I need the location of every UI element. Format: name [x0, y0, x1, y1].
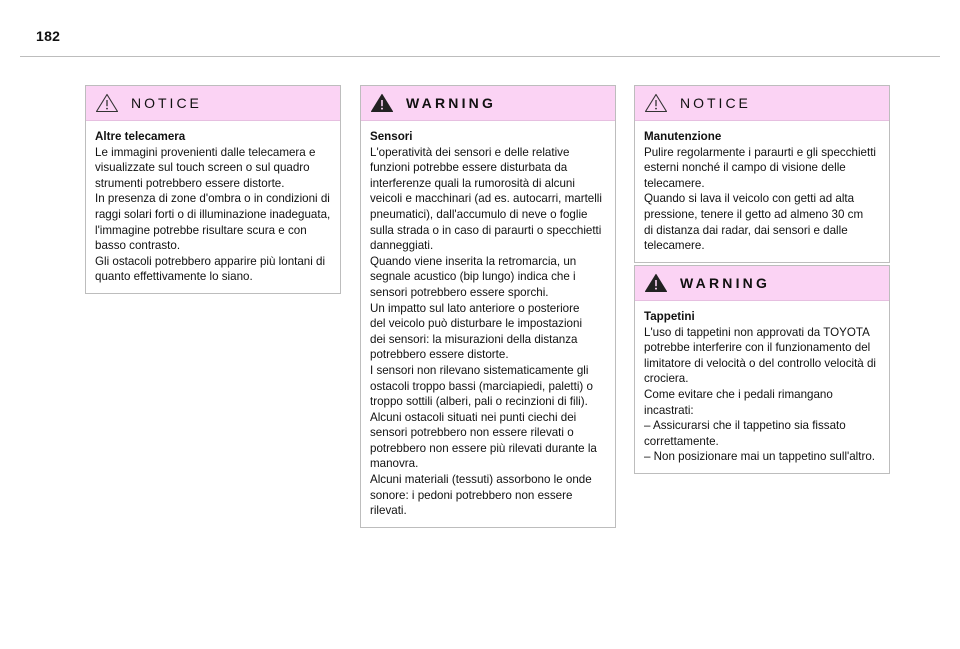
box-text-line: Come evitare che i pedali rimangano [644, 387, 833, 401]
box-text-line: In presenza di zone d'ombra o in condizioni di [95, 192, 330, 206]
box-text-line: correttamente. [644, 434, 719, 448]
warning-header [361, 86, 615, 121]
box-text-line: ostacoli troppo bassi (marciapiedi, paletti) o [370, 379, 593, 393]
box-text-line: manovra. [370, 457, 419, 471]
box-text-line: veicoli e macchinari (ad es. autocarri, martelli [370, 192, 602, 206]
box-heading: Sensori [370, 130, 413, 143]
box-heading: Altre telecamera [95, 130, 186, 143]
warning-label: WARNING [680, 275, 771, 291]
box-text-line: del veicolo può disturbare le impostazioni [370, 317, 583, 331]
box-text-line: – Assicurarsi che il tappetino sia fissato [644, 419, 846, 433]
box-text-line: potrebbero essere distorte. [370, 348, 509, 362]
notice-triangle-icon [644, 93, 668, 113]
box-text-line: – Non posizionare mai un tappetino sull'altro. [644, 450, 876, 464]
box-text-line: l'immagine potrebbe risultare scura e con [95, 223, 307, 237]
box-text-line: crociera. [644, 372, 689, 386]
box-text-line: interferenze quali la rumorosità di alcuni [370, 176, 575, 190]
box-text-line: raggi solari forti o di illuminazione inadeguata, [95, 207, 331, 221]
box-text-line: potrebbe interferire con il funzionamento del [644, 341, 871, 355]
notice-body [635, 121, 889, 262]
box-text-line: quanto effettivamente lo siano. [95, 270, 253, 284]
box-text-line: segnale acustico (bip lungo) indica che i [370, 270, 576, 284]
box-text-line: rilevati. [370, 504, 407, 518]
warning-body [635, 301, 889, 473]
warning-header [635, 266, 889, 301]
box-text-line: Gli ostacoli potrebbero apparire più lontani di [95, 254, 326, 268]
warning-triangle-icon [370, 93, 394, 113]
notice-box-maintenance [634, 85, 890, 263]
box-text-line: danneggiati. [370, 239, 434, 253]
box-text-line: sonore: i pedoni potrebbero non essere [370, 488, 573, 502]
box-text-line: Quando viene inserita la retromarcia, un [370, 254, 577, 268]
box-text-line: L'uso di tappetini non approvati da TOYOTA [644, 325, 870, 339]
box-text-line: Le immagini provenienti dalle telecamera e [95, 145, 316, 159]
warning-box-mats [634, 265, 890, 474]
box-text-line: visualizzate sul touch screen o sul quadro [95, 161, 310, 175]
box-text-line: limitatore di velocità o del controllo velocità di [644, 356, 876, 370]
box-text-line: potrebbero non essere più rilevati durante la [370, 441, 597, 455]
box-text-line: di distanza dai radar, dai sensori e dalle [644, 223, 848, 237]
box-heading: Manutenzione [644, 130, 722, 143]
box-text-line: pneumatici), dall'accumulo di neve o foglie [370, 207, 588, 221]
box-text-line: I sensori non rilevano sistematicamente gli [370, 363, 589, 377]
box-text-line: L'operatività dei sensori e delle relative [370, 145, 570, 159]
box-text-line: troppo sottili (alberi, pali o recinzioni di fili). [370, 395, 588, 409]
page-number: 182 [36, 28, 61, 44]
warning-label: WARNING [406, 95, 497, 111]
box-text-line: incastrati: [644, 403, 694, 417]
notice-triangle-icon [95, 93, 119, 113]
box-text-line: Un impatto sul lato anteriore o posteriore [370, 301, 580, 315]
box-text-line: dei sensori: la misurazioni della distanza [370, 332, 578, 346]
box-text-line: Quando si lava il veicolo con getti ad alta [644, 192, 855, 206]
notice-label: NOTICE [131, 95, 202, 111]
box-text-line: pressione, tenere il getto ad almeno 30 cm [644, 207, 864, 221]
box-text-line: esterni nonché il campo di visione delle [644, 161, 846, 175]
box-text-line: sulla strada o in caso di paraurti o specchietti [370, 223, 602, 237]
box-text-line: basso contrasto. [95, 239, 181, 253]
header-divider [20, 56, 940, 57]
warning-body [361, 121, 615, 527]
notice-body [86, 121, 340, 293]
box-text-line: Alcuni materiali (tessuti) assorbono le onde [370, 473, 592, 487]
box-text-line: telecamere. [644, 239, 705, 253]
box-text-line: sensori potrebbero essere sporchi. [370, 285, 549, 299]
notice-header [635, 86, 889, 121]
notice-box-cameras [85, 85, 341, 294]
box-text-line: strumenti potrebbero essere distorte. [95, 176, 285, 190]
warning-box-sensors [360, 85, 616, 528]
warning-triangle-icon [644, 273, 668, 293]
box-heading: Tappetini [644, 310, 695, 323]
box-text-line: Alcuni ostacoli situati nei punti ciechi dei [370, 410, 577, 424]
notice-label: NOTICE [680, 95, 751, 111]
box-text-line: telecamere. [644, 176, 705, 190]
box-text-line: sensori potrebbero non essere rilevati o [370, 426, 574, 440]
notice-header [86, 86, 340, 121]
box-text-line: Pulire regolarmente i paraurti e gli specchietti [644, 145, 876, 159]
box-text-line: funzioni potrebbe essere disturbata da [370, 161, 568, 175]
